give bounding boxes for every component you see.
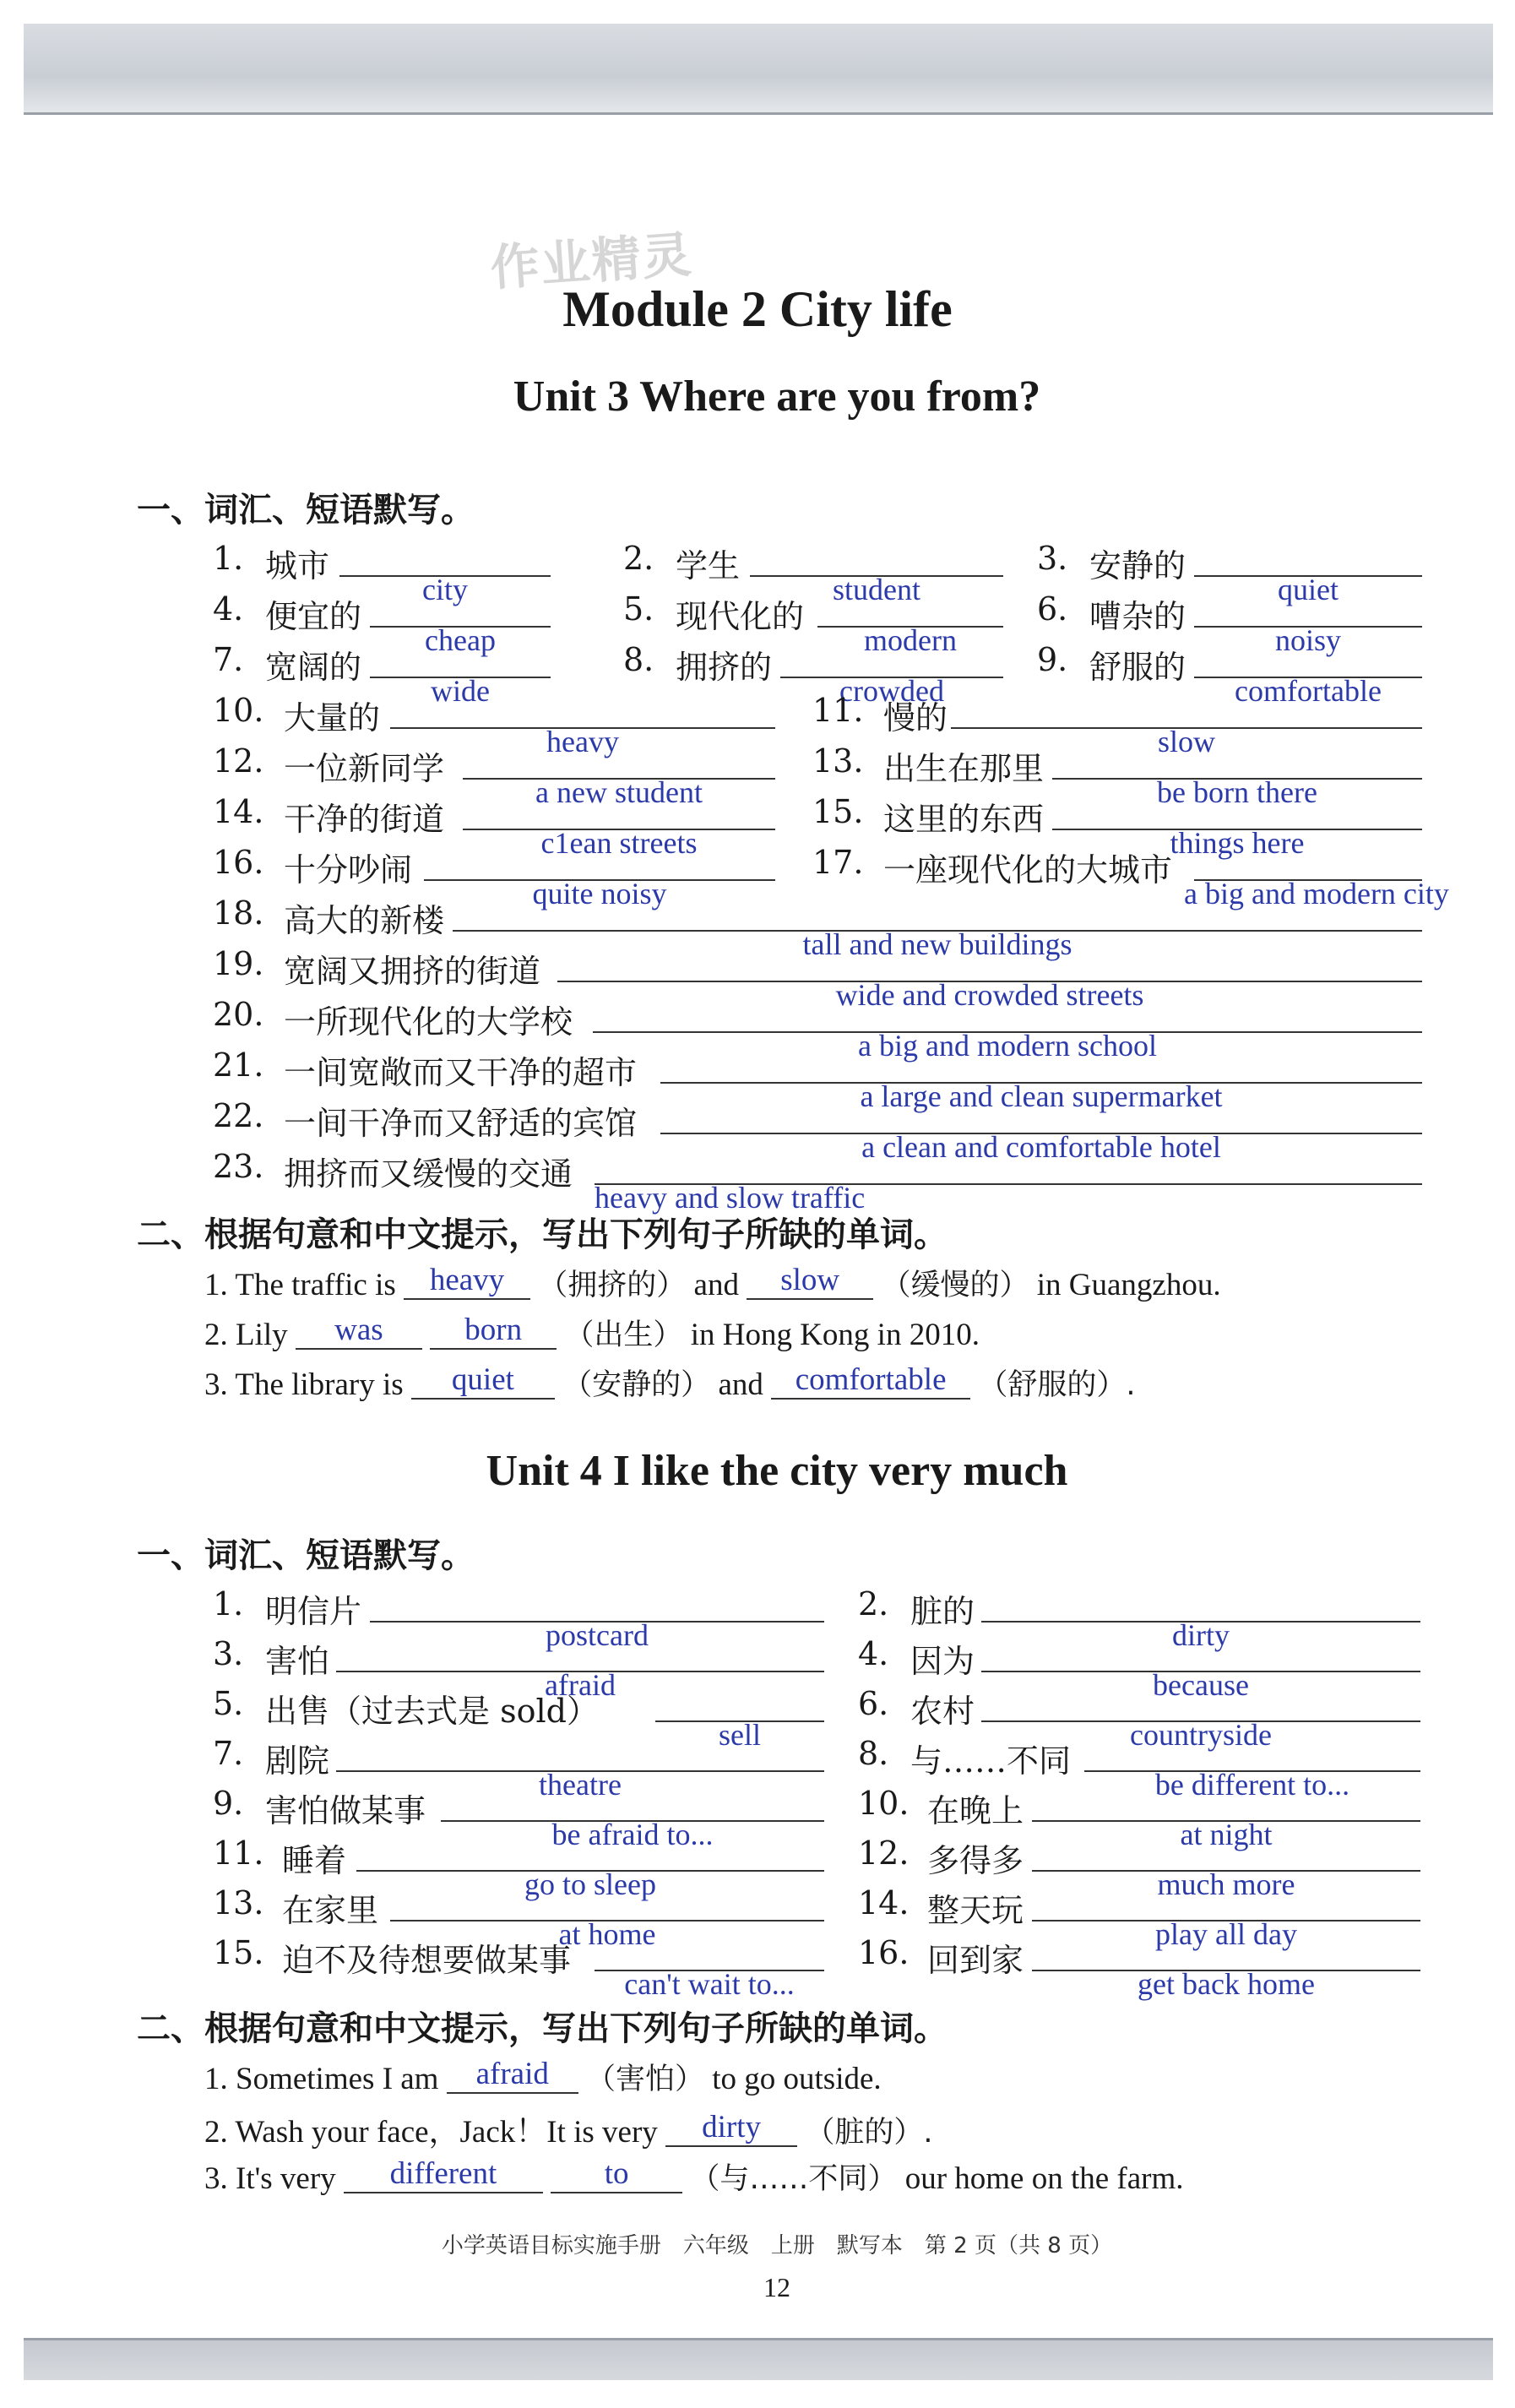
answer-text: be born there (1157, 775, 1317, 809)
item-chinese: 一间干净而又舒适的宾馆 (284, 1105, 638, 1142)
answer-text: modern (864, 623, 957, 657)
answer-line (1032, 1818, 1420, 1851)
unit3-section1-heading: 一、词汇、短语默写。 (137, 491, 475, 530)
answer-line (463, 775, 775, 809)
item-number: 2. (858, 1585, 889, 1623)
sentence-3 (204, 1362, 1136, 1404)
answer-text: get back home (1138, 1967, 1315, 2001)
item-number: 2. (623, 540, 654, 577)
answer-text: things here (1170, 826, 1305, 860)
sentence-number: 2. (204, 2115, 228, 2150)
answer-line (595, 1181, 1422, 1215)
item-chinese: 现代化的 (676, 598, 805, 635)
sentence-text: and (693, 1268, 739, 1302)
item-number: 13. (213, 1884, 264, 1922)
answer-text: slow (1157, 725, 1215, 758)
answer-text: countryside (1130, 1718, 1272, 1752)
item-number: 20. (213, 996, 264, 1033)
hint-text: （舒服的）. (978, 1368, 1136, 1402)
item-number: 21. (213, 1046, 264, 1084)
item-chinese: 十分吵闹 (284, 851, 413, 889)
item-chinese: 拥挤的 (676, 649, 773, 686)
item-number: 18. (213, 894, 264, 932)
answer-line (593, 1029, 1422, 1063)
answer-line (1194, 674, 1422, 708)
scan-bottom-band (24, 2340, 1493, 2380)
answer-line (750, 573, 1003, 606)
item-chinese: 嘈杂的 (1089, 598, 1186, 635)
answer-line (660, 1079, 1422, 1113)
item-number: 4. (213, 590, 244, 628)
item-chinese: 迫不及待想要做某事 (282, 1942, 572, 1979)
scan-bottom-edge (24, 2338, 1493, 2340)
answer-text: a new student (535, 775, 703, 809)
item-number: 15. (812, 793, 864, 830)
answer-text: heavy and slow traffic (595, 1181, 866, 1215)
sentence-text: and (718, 1367, 763, 1402)
item-chinese: 舒服的 (1089, 649, 1186, 686)
item-number: 3. (1037, 540, 1068, 577)
item-number: 9. (213, 1785, 244, 1822)
item-chinese: 农村 (910, 1693, 975, 1730)
item-number: 10. (213, 692, 264, 729)
item-chinese: 一位新同学 (284, 750, 445, 787)
item-chinese: 在晚上 (927, 1792, 1024, 1829)
answer-text: a large and clean supermarket (860, 1079, 1223, 1113)
answer-blank: to (551, 2155, 682, 2193)
answer-line (453, 927, 1422, 961)
answer-line (390, 725, 775, 758)
answer-text: wide and crowded streets (835, 978, 1144, 1012)
answer-line (981, 1618, 1420, 1652)
item-chinese: 安静的 (1089, 547, 1186, 584)
answer-text: theatre (539, 1768, 622, 1802)
item-number: 15. (213, 1934, 264, 1971)
item-number: 6. (1037, 590, 1068, 628)
item-number: 12. (213, 742, 264, 780)
item-chinese: 拥挤而又缓慢的交通 (284, 1155, 573, 1193)
answer-line (655, 1718, 824, 1752)
item-number: 14. (858, 1884, 910, 1922)
unit3-title: Unit 3 Where are you from? (513, 372, 1041, 421)
answer-text: city (422, 573, 468, 606)
item-chinese: 出生在那里 (883, 750, 1045, 787)
answer-line (1194, 623, 1422, 657)
answer-line (370, 623, 551, 657)
item-number: 11. (812, 692, 864, 729)
sentence-2 (204, 2106, 932, 2151)
answer-text: crowded (839, 674, 944, 708)
answer-text: a big and modern city (1184, 877, 1449, 910)
answer-text: quiet (1278, 573, 1339, 606)
sentence-number: 1. (204, 2062, 228, 2096)
hint-text: （安静的） (562, 1368, 711, 1402)
answer-line (951, 725, 1422, 758)
item-chinese: 这里的东西 (883, 801, 1045, 838)
hint-text: （缓慢的） (881, 1269, 1029, 1302)
item-number: 11. (213, 1835, 264, 1872)
answer-text: tall and new buildings (802, 927, 1072, 961)
item-chinese: 宽阔又拥挤的街道 (284, 953, 541, 990)
item-chinese: 一所现代化的大学校 (284, 1003, 573, 1041)
answer-blank: slow (747, 1262, 873, 1300)
item-number: 1. (213, 1585, 244, 1623)
answer-text: because (1153, 1668, 1249, 1702)
item-chinese: 剧院 (265, 1742, 330, 1780)
sentence-text: It's very (236, 2161, 336, 2196)
item-chinese: 整天玩 (927, 1892, 1024, 1929)
item-number: 9. (1037, 641, 1068, 678)
page-footer: 小学英语目标实施手册 六年级 上册 默写本 第 2 页（共 8 页） (441, 2233, 1113, 2259)
answer-line (463, 826, 775, 860)
item-chinese: 慢的 (883, 699, 948, 737)
answer-line (660, 1130, 1422, 1164)
answer-blank: afraid (447, 2056, 578, 2094)
item-chinese: 大量的 (284, 699, 381, 737)
item-number: 19. (213, 945, 264, 982)
answer-text: at home (558, 1917, 656, 1951)
answer-text: play all day (1155, 1917, 1297, 1951)
hint-text: （与……不同） (690, 2162, 898, 2196)
answer-line (1032, 1967, 1420, 2001)
hint-text: （害怕） (585, 2063, 704, 2096)
item-chinese: 宽阔的 (265, 649, 362, 686)
answer-line (441, 1818, 824, 1851)
page-number: 12 (763, 2272, 790, 2302)
answer-line (424, 877, 775, 910)
item-chinese: 回到家 (927, 1942, 1024, 1979)
answer-text: a big and modern school (858, 1029, 1157, 1063)
hint-text: （脏的）. (805, 2116, 933, 2150)
item-chinese: 多得多 (927, 1842, 1024, 1879)
item-chinese: 害怕 (265, 1643, 330, 1680)
answer-text: can't wait to... (624, 1967, 795, 2001)
answer-line (1032, 1917, 1420, 1951)
sentence-3 (204, 2155, 1184, 2198)
sentence-text: in Hong Kong in 2010. (690, 1318, 980, 1352)
answer-blank: quiet (411, 1362, 555, 1400)
answer-text: go to sleep (524, 1867, 656, 1901)
answer-line (336, 1768, 824, 1802)
item-number: 1. (213, 540, 244, 577)
item-chinese: 明信片 (265, 1593, 362, 1630)
answer-text: comfortable (1235, 674, 1382, 708)
item-chinese: 与……不同 (910, 1742, 1072, 1780)
answer-blank: heavy (404, 1262, 530, 1300)
answer-line (370, 674, 551, 708)
answer-text: be afraid to... (551, 1818, 714, 1851)
sentence-text: The library is (235, 1367, 404, 1402)
watermark-logo: 作业精灵 (488, 226, 695, 297)
answer-text: c1ean streets (540, 826, 698, 860)
item-chinese: 干净的街道 (284, 801, 445, 838)
unit4-section1-heading: 一、词汇、短语默写。 (137, 1536, 475, 1575)
item-number: 22. (213, 1097, 264, 1134)
answer-line (1052, 826, 1422, 860)
answer-line (981, 1718, 1420, 1752)
item-number: 7. (213, 1735, 244, 1772)
item-chinese: 在家里 (282, 1892, 379, 1929)
item-number: 17. (812, 844, 864, 881)
unit3-section2-heading: 二、根据句意和中文提示，写出下列句子所缺的单词。 (137, 1215, 948, 1254)
item-chinese: 脏的 (910, 1593, 975, 1630)
answer-line (370, 1618, 824, 1652)
sentence-text: Wash your face，Jack！It is very (235, 2115, 658, 2150)
answer-line (339, 573, 551, 606)
sentence-1 (204, 2056, 882, 2098)
sentence-2 (204, 1312, 980, 1354)
answer-line (780, 674, 1003, 708)
sentence-text: Sometimes I am (236, 2062, 439, 2096)
answer-text: student (833, 573, 920, 606)
sentence-text: our home on the farm. (904, 2161, 1184, 2196)
sentence-text: The traffic is (235, 1268, 396, 1302)
sentence-text: in Guangzhou. (1036, 1268, 1221, 1302)
item-number: 5. (213, 1685, 244, 1722)
item-number: 3. (213, 1635, 244, 1672)
answer-text: wide (431, 674, 490, 708)
sentence-number: 2. (204, 1318, 228, 1352)
sentence-number: 3. (204, 2161, 228, 2196)
item-number: 4. (858, 1635, 889, 1672)
answer-line (1084, 1768, 1420, 1802)
item-number: 5. (623, 590, 654, 628)
hint-text: （拥挤的） (538, 1269, 687, 1302)
sentence-number: 1. (204, 1268, 228, 1302)
sentence-text: to go outside. (712, 2062, 882, 2096)
answer-line (1032, 1867, 1420, 1901)
item-chinese: 睡着 (282, 1842, 347, 1879)
item-number: 12. (858, 1835, 910, 1872)
answer-line (557, 978, 1422, 1012)
item-number: 16. (213, 844, 264, 881)
answer-line (1194, 573, 1422, 606)
answer-blank: different (344, 2155, 543, 2193)
answer-line (356, 1867, 824, 1901)
item-number: 13. (812, 742, 864, 780)
answer-blank: was (296, 1312, 422, 1350)
unit4-section2-heading: 二、根据句意和中文提示，写出下列句子所缺的单词。 (137, 2009, 948, 2048)
item-number: 6. (858, 1685, 889, 1722)
item-number: 16. (858, 1934, 910, 1971)
item-number: 8. (623, 641, 654, 678)
answer-line (595, 1967, 824, 2001)
answer-text: much more (1157, 1867, 1295, 1901)
answer-text: noisy (1274, 623, 1341, 657)
item-chinese: 害怕做某事 (265, 1792, 426, 1829)
item-number: 8. (858, 1735, 889, 1772)
module-title: Module 2 City life (562, 281, 953, 337)
answer-text: at night (1180, 1818, 1273, 1851)
answer-text: dirty (1172, 1618, 1230, 1652)
item-chinese: 因为 (910, 1643, 975, 1680)
scan-top-edge (24, 112, 1493, 115)
answer-line (1052, 775, 1422, 809)
item-chinese: 学生 (676, 547, 741, 584)
item-number: 23. (213, 1148, 264, 1185)
hint-text: （出生） (564, 1318, 683, 1352)
item-chinese: 出售（过去式是 sold） (265, 1693, 599, 1730)
answer-text: be different to... (1154, 1768, 1350, 1802)
answer-text: postcard (546, 1618, 649, 1652)
item-chinese: 一座现代化的大城市 (883, 851, 1173, 889)
answer-text: quite noisy (532, 877, 667, 910)
item-chinese: 一间宽敞而又干净的超市 (284, 1054, 638, 1091)
answer-text: heavy (546, 725, 619, 758)
answer-text: a clean and comfortable hotel (861, 1130, 1221, 1164)
answer-line (817, 623, 1003, 657)
item-chinese: 高大的新楼 (284, 902, 445, 939)
answer-blank: dirty (665, 2109, 797, 2147)
sentence-number: 3. (204, 1367, 228, 1402)
scan-top-band (24, 24, 1493, 112)
answer-text: cheap (425, 623, 496, 657)
answer-text: afraid (545, 1668, 616, 1702)
answer-line (336, 1668, 824, 1702)
sentence-text: Lily (236, 1318, 288, 1352)
answer-text: sell (719, 1718, 761, 1752)
answer-line (981, 1668, 1420, 1702)
item-number: 14. (213, 793, 264, 830)
item-chinese: 城市 (265, 547, 330, 584)
answer-blank: comfortable (771, 1362, 970, 1400)
answer-line (1184, 877, 1449, 910)
item-number: 10. (858, 1785, 910, 1822)
item-number: 7. (213, 641, 244, 678)
answer-blank: born (430, 1312, 557, 1350)
unit4-title: Unit 4 I like the city very much (486, 1447, 1068, 1495)
item-chinese: 便宜的 (265, 598, 362, 635)
answer-line (390, 1917, 824, 1951)
sentence-1 (204, 1262, 1221, 1304)
